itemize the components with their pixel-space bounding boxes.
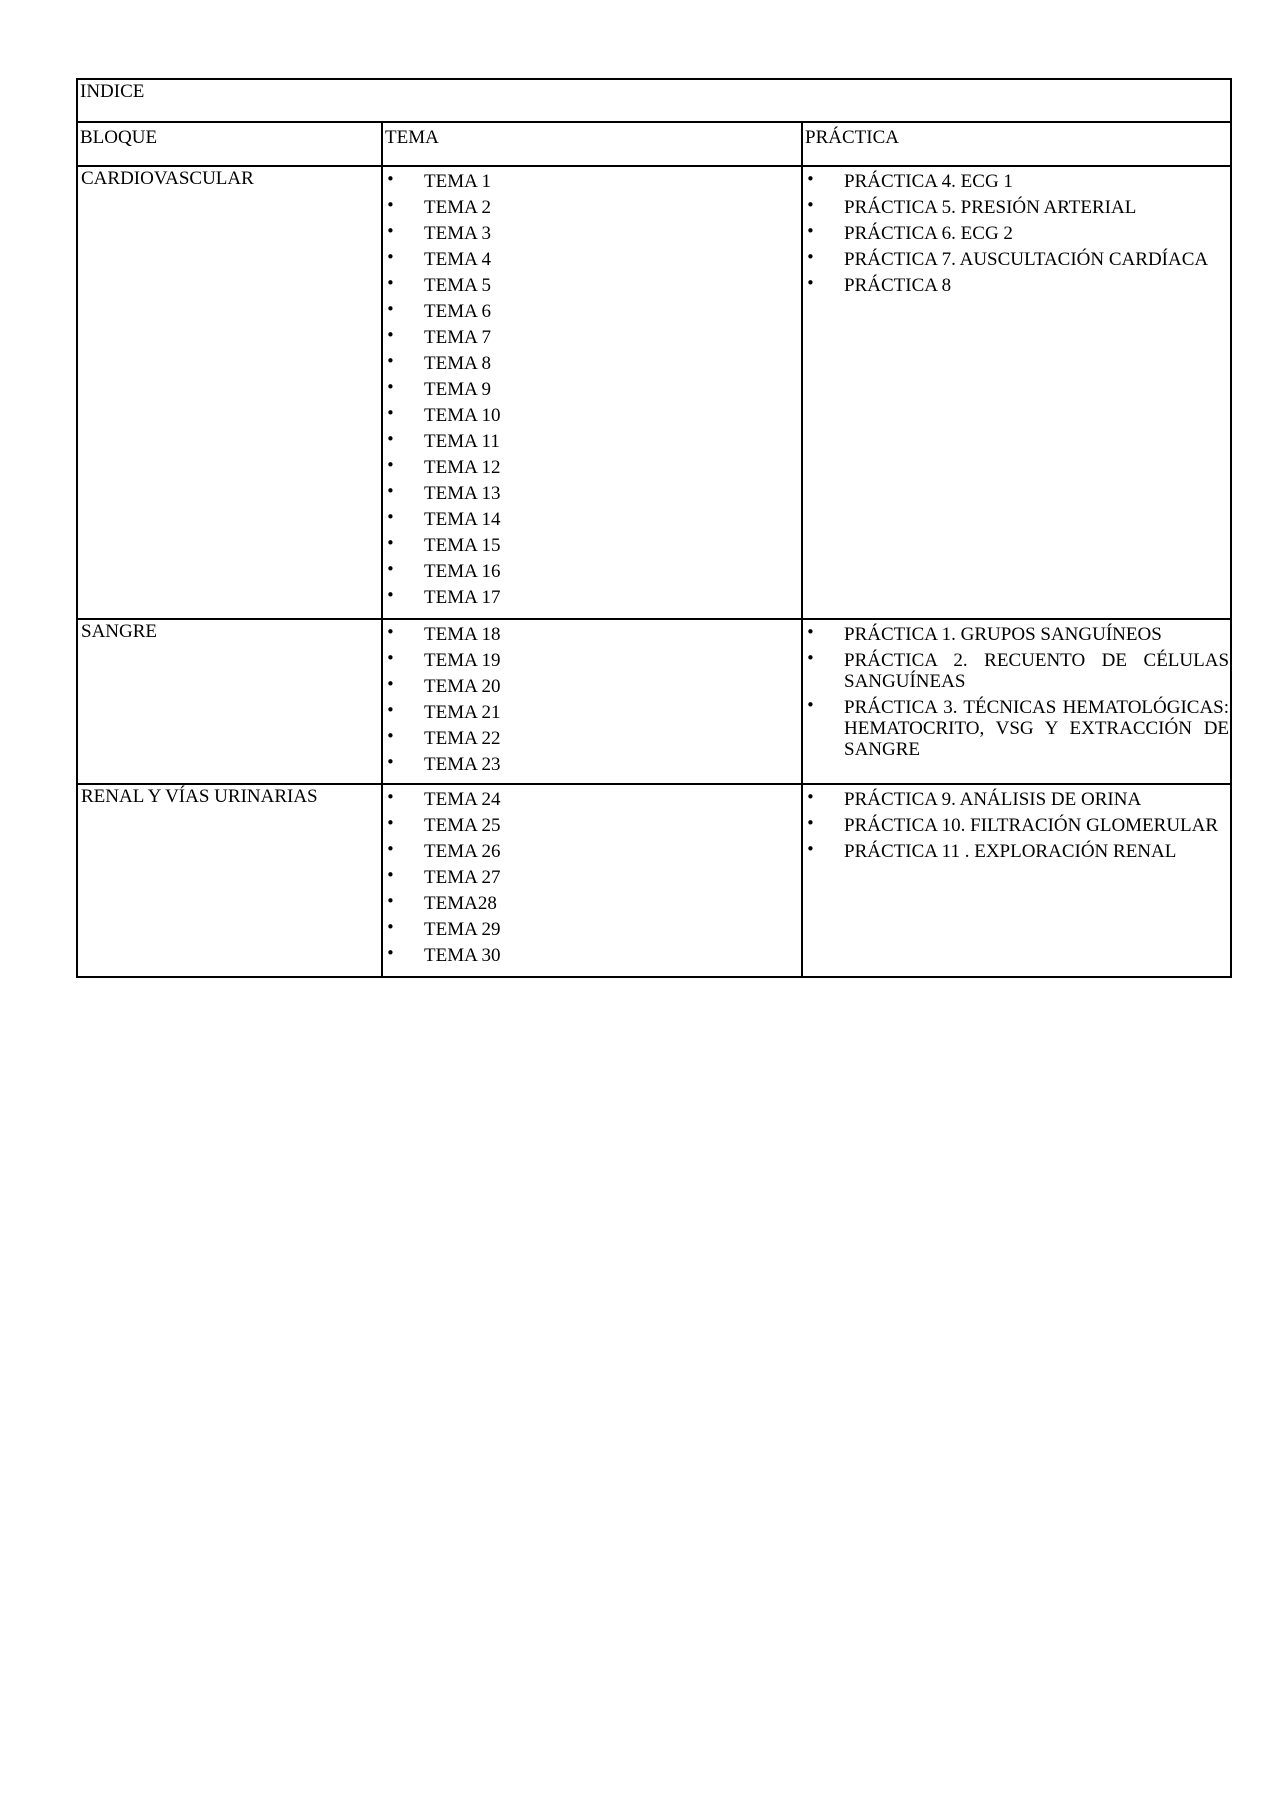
tema-item xyxy=(383,919,801,945)
tema-label: TEMA 25 xyxy=(424,815,501,836)
tema-item xyxy=(383,457,801,483)
practica-item xyxy=(803,223,1230,249)
practica-label: PRÁCTICA 8 xyxy=(844,275,952,296)
practica-item xyxy=(803,171,1230,197)
tema-item xyxy=(383,650,801,676)
tema-cell xyxy=(382,619,802,784)
tema-item xyxy=(383,561,801,587)
tema-label: TEMA 22 xyxy=(424,728,501,749)
bullet-icon: • xyxy=(806,696,815,714)
tema-label: TEMA 23 xyxy=(424,754,501,775)
bullet-icon: • xyxy=(386,727,395,745)
header-practica: PRÁCTICA xyxy=(805,127,899,148)
tema-label: TEMA 12 xyxy=(424,457,501,478)
practica-list xyxy=(803,167,1230,303)
bullet-icon: • xyxy=(386,378,395,396)
bullet-icon: • xyxy=(806,840,815,858)
bullet-icon: • xyxy=(806,623,815,641)
table-row xyxy=(77,619,1231,784)
bullet-icon: • xyxy=(386,534,395,552)
index-table xyxy=(76,78,1232,978)
tema-item xyxy=(383,171,801,197)
bullet-icon: • xyxy=(806,170,815,188)
bullet-icon: • xyxy=(386,586,395,604)
title-row xyxy=(77,79,1231,122)
bullet-icon: • xyxy=(806,814,815,832)
tema-label: TEMA 18 xyxy=(424,624,501,645)
header-row xyxy=(77,122,1231,166)
tema-item xyxy=(383,483,801,509)
tema-item xyxy=(383,249,801,275)
bullet-icon: • xyxy=(386,222,395,240)
tema-item xyxy=(383,841,801,867)
table-row xyxy=(77,166,1231,619)
practica-item xyxy=(803,841,1230,867)
bullet-icon: • xyxy=(386,430,395,448)
tema-label: TEMA 26 xyxy=(424,841,501,862)
bullet-icon: • xyxy=(386,300,395,318)
tema-label: TEMA 30 xyxy=(424,945,501,966)
tema-label: TEMA 4 xyxy=(424,249,492,270)
tema-list xyxy=(383,167,801,615)
practica-label: PRÁCTICA 10. FILTRACIÓN GLOMERULAR xyxy=(844,815,1219,836)
bullet-icon: • xyxy=(806,649,815,667)
bullet-icon: • xyxy=(386,814,395,832)
table-title-cell xyxy=(77,79,1231,122)
practica-item xyxy=(803,197,1230,223)
tema-item xyxy=(383,728,801,754)
bullet-icon: • xyxy=(386,840,395,858)
bloque-name: CARDIOVASCULAR xyxy=(81,168,254,189)
bullet-icon: • xyxy=(386,274,395,292)
bullet-icon: • xyxy=(386,508,395,526)
practica-label: PRÁCTICA 4. ECG 1 xyxy=(844,171,1013,192)
bullet-icon: • xyxy=(386,326,395,344)
bullet-icon: • xyxy=(386,196,395,214)
practica-label: PRÁCTICA 1. GRUPOS SANGUÍNEOS xyxy=(844,624,1162,645)
practica-item xyxy=(803,697,1230,760)
tema-item xyxy=(383,624,801,650)
bullet-icon: • xyxy=(386,623,395,641)
bloque-cell xyxy=(77,166,382,619)
tema-item xyxy=(383,223,801,249)
practica-item xyxy=(803,249,1230,275)
tema-item xyxy=(383,815,801,841)
tema-item xyxy=(383,431,801,457)
practica-list xyxy=(803,785,1230,869)
tema-item xyxy=(383,676,801,702)
tema-item xyxy=(383,587,801,613)
tema-label: TEMA 2 xyxy=(424,197,492,218)
header-tema-cell xyxy=(382,122,802,166)
bloque-name: RENAL Y VÍAS URINARIAS xyxy=(81,786,318,807)
practica-list xyxy=(803,620,1230,767)
practica-item xyxy=(803,650,1230,692)
bullet-icon: • xyxy=(386,675,395,693)
tema-cell xyxy=(382,166,802,619)
bullet-icon: • xyxy=(386,170,395,188)
tema-label: TEMA 21 xyxy=(424,702,501,723)
practica-item xyxy=(803,624,1230,650)
practica-label: PRÁCTICA 9. ANÁLISIS DE ORINA xyxy=(844,789,1142,810)
tema-label: TEMA 6 xyxy=(424,301,492,322)
tema-item xyxy=(383,702,801,728)
tema-item xyxy=(383,509,801,535)
tema-item xyxy=(383,301,801,327)
bullet-icon: • xyxy=(386,649,395,667)
bullet-icon: • xyxy=(806,274,815,292)
tema-label: TEMA 17 xyxy=(424,587,501,608)
bullet-icon: • xyxy=(386,788,395,806)
practica-cell xyxy=(802,619,1231,784)
table-row xyxy=(77,784,1231,977)
bullet-icon: • xyxy=(806,788,815,806)
tema-label: TEMA 19 xyxy=(424,650,501,671)
tema-item xyxy=(383,867,801,893)
tema-item xyxy=(383,275,801,301)
bullet-icon: • xyxy=(386,918,395,936)
practica-cell xyxy=(802,784,1231,977)
tema-label: TEMA 1 xyxy=(424,171,492,192)
bullet-icon: • xyxy=(386,866,395,884)
tema-item xyxy=(383,535,801,561)
bullet-icon: • xyxy=(806,196,815,214)
bullet-icon: • xyxy=(386,701,395,719)
bullet-icon: • xyxy=(386,944,395,962)
table-title: INDICE xyxy=(80,81,145,102)
tema-label: TEMA 20 xyxy=(424,676,501,697)
tema-cell xyxy=(382,784,802,977)
tema-label: TEMA 5 xyxy=(424,275,492,296)
practica-label: PRÁCTICA 6. ECG 2 xyxy=(844,223,1013,244)
tema-label: TEMA 10 xyxy=(424,405,501,426)
bullet-icon: • xyxy=(386,248,395,266)
tema-label: TEMA 13 xyxy=(424,483,501,504)
tema-label: TEMA 27 xyxy=(424,867,501,888)
practica-label: PRÁCTICA 5. PRESIÓN ARTERIAL xyxy=(844,197,1137,218)
bullet-icon: • xyxy=(386,482,395,500)
tema-item xyxy=(383,353,801,379)
tema-label: TEMA 9 xyxy=(424,379,492,400)
practica-label: PRÁCTICA 2. RECUENTO DE CÉLULAS SANGUÍNEAS xyxy=(844,650,1230,692)
header-practica-cell xyxy=(802,122,1231,166)
bullet-icon: • xyxy=(386,404,395,422)
tema-item xyxy=(383,197,801,223)
practica-label: PRÁCTICA 3. TÉCNICAS HEMATOLÓGICAS: HEMATOCRITO, VSG Y EXTRACCIÓN DE SANGRE xyxy=(844,697,1230,760)
bullet-icon: • xyxy=(386,892,395,910)
tema-label: TEMA 16 xyxy=(424,561,501,582)
tema-item xyxy=(383,327,801,353)
practica-label: PRÁCTICA 7. AUSCULTACIÓN CARDÍACA xyxy=(844,249,1209,270)
bloque-cell xyxy=(77,784,382,977)
tema-label: TEMA28 xyxy=(424,893,497,914)
tema-label: TEMA 8 xyxy=(424,353,492,374)
header-tema: TEMA xyxy=(385,127,439,148)
bullet-icon: • xyxy=(386,753,395,771)
tema-list xyxy=(383,785,801,973)
header-bloque-cell xyxy=(77,122,382,166)
tema-label: TEMA 7 xyxy=(424,327,492,348)
tema-label: TEMA 3 xyxy=(424,223,492,244)
bullet-icon: • xyxy=(386,352,395,370)
practica-item xyxy=(803,789,1230,815)
bullet-icon: • xyxy=(386,456,395,474)
tema-label: TEMA 11 xyxy=(424,431,500,452)
bullet-icon: • xyxy=(806,222,815,240)
bullet-icon: • xyxy=(806,248,815,266)
practica-item xyxy=(803,815,1230,841)
tema-item xyxy=(383,379,801,405)
tema-label: TEMA 15 xyxy=(424,535,501,556)
header-bloque: BLOQUE xyxy=(80,127,158,148)
tema-label: TEMA 29 xyxy=(424,919,501,940)
bullet-icon: • xyxy=(386,560,395,578)
tema-label: TEMA 14 xyxy=(424,509,501,530)
practica-label: PRÁCTICA 11 . EXPLORACIÓN RENAL xyxy=(844,841,1177,862)
tema-item xyxy=(383,893,801,919)
tema-item xyxy=(383,945,801,971)
bloque-cell xyxy=(77,619,382,784)
tema-item xyxy=(383,789,801,815)
tema-list xyxy=(383,620,801,782)
practica-cell xyxy=(802,166,1231,619)
tema-label: TEMA 24 xyxy=(424,789,501,810)
tema-item xyxy=(383,405,801,431)
tema-item xyxy=(383,754,801,780)
practica-item xyxy=(803,275,1230,301)
bloque-name: SANGRE xyxy=(81,621,158,642)
